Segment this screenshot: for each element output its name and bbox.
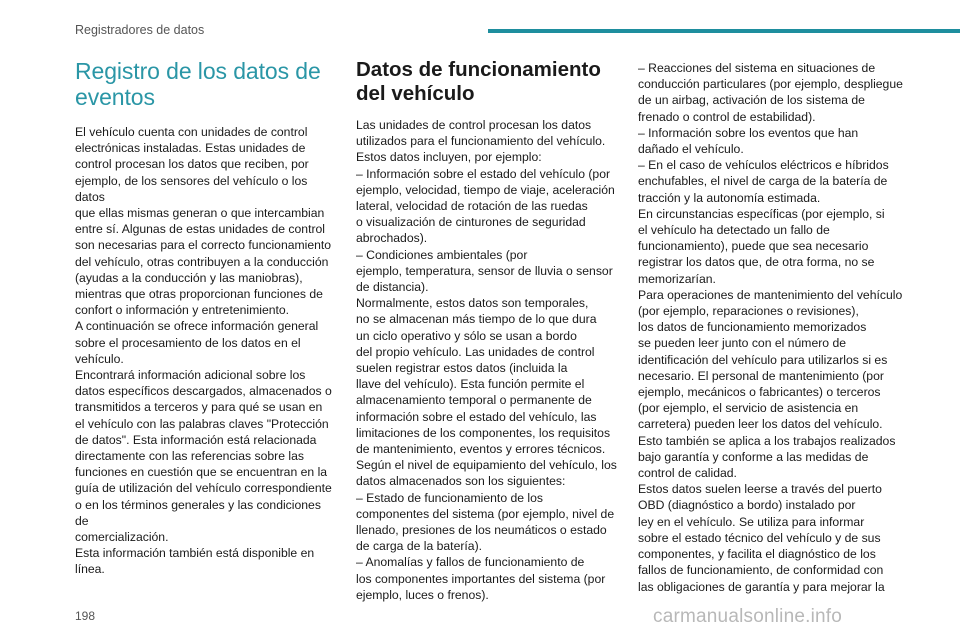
- section-title-event-data: Registro de los datos de eventos: [75, 58, 321, 110]
- running-header: Registradores de datos: [75, 23, 205, 37]
- page-number: 198: [75, 609, 96, 623]
- column-2: [356, 58, 621, 603]
- column-3: [638, 60, 910, 595]
- column-1: [75, 58, 337, 578]
- watermark: carmanualsonline.info: [653, 606, 843, 627]
- section-title-operating-data: Datos de funcionamiento del vehículo: [356, 58, 601, 105]
- body-text-column-3: – Reacciones del sistema en situaciones de conducción particulares (por ejemplo, despliegue de un airbag, activación de los sistema de frenado o control de estabilidad). – Información sobre los eventos que han dañado el vehículo. – En el caso de vehículos eléctricos e híbridos enchufables, el nivel de carga de la batería de tracción y la autonomía estimada. En circunstancias específicas (por ejemplo, si el vehículo ha detectado un fallo de funcionamiento), puede que sea necesario registrar los datos que, de otra forma, no se memorizarían. Para operaciones de mantenimiento del vehículo (por ejemplo, reparaciones o revisiones), los datos de funcionamiento memorizados se pueden leer junto con el número de identificación del vehículo para utilizarlos si es necesario. El personal de mantenimiento (por ejemplo, mecánicos o fabricantes) o terceros (por ejemplo, el servicio de asistencia en carretera) pueden leer los datos del vehículo. Esto también se aplica a los trabajos realizados bajo garantía y conforme a las medidas de control de calidad. Estos datos suelen leerse a través del puerto OBD (diagnóstico a bordo) instalado por ley en el vehículo. Se utiliza para informar sobre el estado técnico del vehículo y de sus componentes, y facilita el diagnóstico de los fallos de funcionamiento, de conformidad con las obligaciones de garantía y para mejorar la: [638, 61, 903, 594]
- header-accent-rule: [488, 29, 960, 33]
- body-text-column-2: Las unidades de control procesan los datos utilizados para el funcionamiento del vehículo. Estos datos incluyen, por ejemplo: – Información sobre el estado del vehículo (por ejemplo, velocidad, tiempo de viaje, aceleración lateral, velocidad de rotación de las ruedas o visualización de cinturones de seguridad abrochados). – Condiciones ambientales (por ejemplo, temperatura, sensor de lluvia o sensor de distancia). Normalmente, estos datos son temporales, no se almacenan más tiempo de lo que dura un ciclo operativo y sólo se usan a bordo del propio vehículo. Las unidades de control suelen registrar estos datos (incluida la llave del vehículo). Esta función permite el almacenamiento temporal o permanente de información sobre el estado del vehículo, las limitaciones de los componentes, los requisitos de mantenimiento, eventos y errores técnicos. Según el nivel de equipamiento del vehículo, los datos almacenados son los siguientes: – Estado de funcionamiento de los componentes del sistema (por ejemplo, nivel de llenado, presiones de los neumáticos o estado de carga de la batería). – Anomalías y fallos de funcionamiento de los componentes importantes del sistema (por ejemplo, luces o frenos).: [356, 118, 617, 602]
- body-text-column-1: El vehículo cuenta con unidades de control electrónicas instaladas. Estas unidades de control procesan los datos que reciben, por ejemplo, de los sensores del vehículo o los datos que ellas mismas generan o que intercambian entre sí. Algunas de estas unidades de control son necesarias para el correcto funcionamiento del vehículo, otras contribuyen a la conducción (ayudas a la conducción y las maniobras), mientras que otras proporcionan funciones de confort o información y entretenimiento. A continuación se ofrece información general sobre el procesamiento de los datos en el vehículo. Encontrará información adicional sobre los datos específicos descargados, almacenados o transmitidos a terceros y para qué se usan en el vehículo con las palabras claves "Protección de datos". Esta información está relacionada directamente con las referencias sobre las funciones en cuestión que se encuentran en la guía de utilización del vehículo correspondiente o en los términos generales y las condiciones de comercialización. Esta información también está disponible en línea.: [75, 125, 332, 577]
